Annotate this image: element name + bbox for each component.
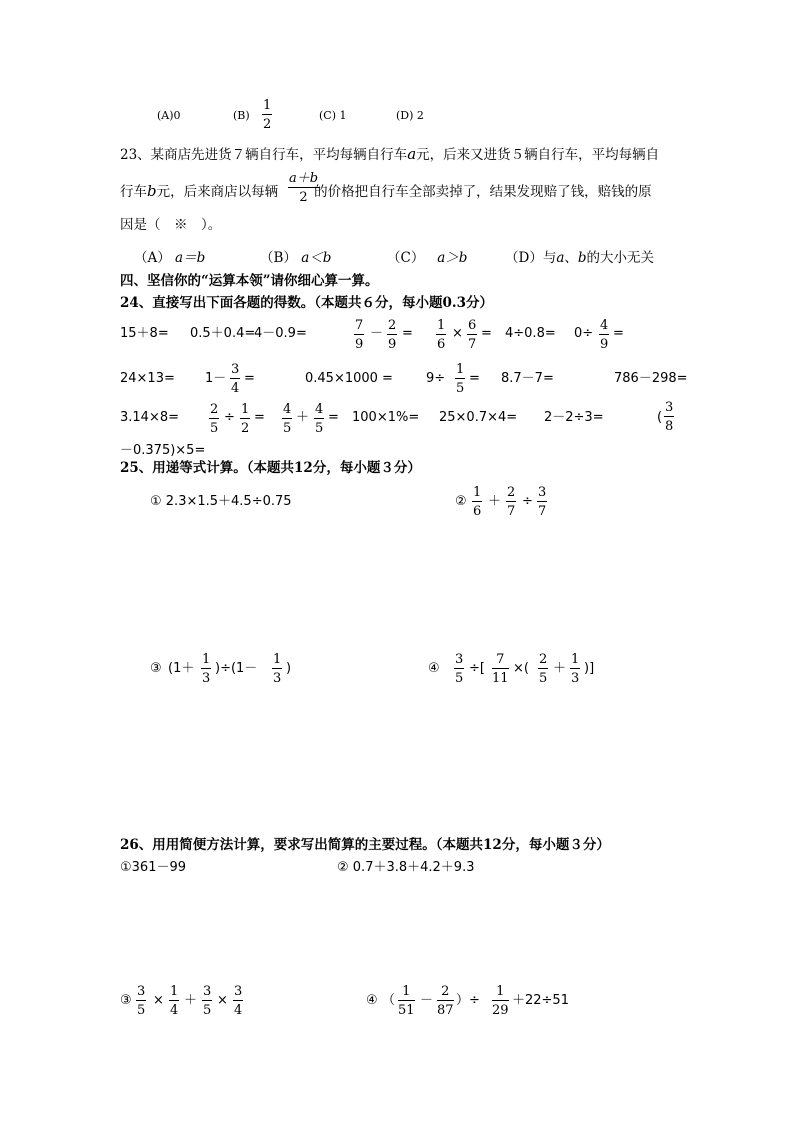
q23-option-d: （D）与a、b的大小无关 — [505, 250, 655, 266]
q25-p3-a: (1＋ — [168, 661, 195, 676]
q24-r1-e4-frac2: $\frac{2}{9}$ — [388, 318, 397, 352]
q24-r2-e4-eq: = — [469, 371, 480, 386]
q24-r1-e5-op: × — [452, 326, 463, 341]
q23-line3: 因是（ ※ ）。 — [120, 217, 222, 233]
q25-p2-frac3: $\frac{3}{7}$ — [538, 485, 547, 519]
q24-r1-e5-eq: = — [481, 326, 492, 341]
q24-r1-e1: 15＋8= — [120, 326, 169, 341]
q26-problem-4-label: ④ — [366, 993, 378, 1008]
q25-problem-3-label: ③ — [150, 661, 162, 676]
q24-r3-e2-eq: = — [254, 410, 265, 425]
q26-p3-frac1: $\frac{3}{5}$ — [137, 984, 146, 1018]
q23-option-b: （B） a＜b — [260, 250, 332, 266]
var-b: b — [147, 182, 157, 200]
q25-p2-op1: ＋ — [488, 494, 502, 509]
q24-r2-e3: 0.45×1000 = — [305, 371, 393, 386]
q24-r3-e2-op: ÷ — [224, 410, 235, 425]
q22-option-b-label: (B) — [233, 109, 250, 122]
q25-problem-1: ① 2.3×1.5＋4.5÷0.75 — [150, 494, 292, 509]
q24-r2-e5: 8.7－7= — [501, 371, 554, 386]
q26-p3-op1: × — [153, 993, 164, 1008]
var-a: a — [407, 145, 417, 163]
q24-r2-e4: 9÷ — [426, 371, 446, 386]
q24-r1-e5-frac2: $\frac{6}{7}$ — [468, 318, 477, 352]
section-4-title: 四、坚信你的“运算本领”请你细心算一算。 — [120, 273, 379, 289]
q26-p4-frac1: $\frac{1}{51}$ — [398, 984, 415, 1018]
q25-p4-frac3: $\frac{2}{5}$ — [539, 652, 548, 686]
q26-p4-b: ）÷ — [456, 993, 480, 1008]
q26-problem-3-label: ③ — [120, 993, 132, 1008]
q24-r3-e2-frac1: $\frac{2}{5}$ — [210, 402, 219, 436]
q24-r3-e2-frac2: $\frac{1}{2}$ — [241, 402, 250, 436]
q25-p2-op2: ÷ — [522, 494, 533, 509]
q24-r3-e4: 100×1%= — [352, 410, 420, 425]
q24-r1-e5-frac1: $\frac{1}{6}$ — [437, 318, 446, 352]
q24-r2-e2: 1－ — [205, 371, 227, 386]
q25-problem-2-label: ② — [455, 494, 467, 509]
q25-problem-4-label: ④ — [428, 661, 440, 676]
q22-option-d: (D) 2 — [396, 109, 424, 122]
q26-p4-op1: － — [420, 993, 434, 1008]
q24-r1-e7: 0÷ — [574, 326, 594, 341]
q24-r1-e4-eq: = — [402, 326, 413, 341]
q24-r3-e6: 2－2÷3= — [544, 410, 604, 425]
q26-p4-a: （ — [382, 993, 396, 1008]
q26-problem-2: ② 0.7＋3.8＋4.2＋9.3 — [337, 860, 475, 875]
q24-r1-e2: 0.5＋0.4= — [190, 326, 256, 341]
q23-line2: 行车b元，后来商店以每辆 的价格把自行车全部卖掉了，结果发现赔了钱，赔钱的原 — [120, 182, 652, 200]
q25-p3-frac2: $\frac{1}{3}$ — [273, 652, 282, 686]
q24-r3-e3-op: ＋ — [296, 410, 310, 425]
q24-r3-e7: ( — [657, 410, 663, 425]
q24-r3-e1: 3.14×8= — [120, 410, 180, 425]
q24-r3-e3-frac1: $\frac{4}{5}$ — [283, 402, 292, 436]
q25-p3-frac1: $\frac{1}{3}$ — [202, 652, 211, 686]
q24-r1-e7-frac: $\frac{4}{9}$ — [600, 318, 609, 352]
q25-p4-b: ×( — [513, 661, 529, 676]
q25-p4-c: ＋ — [553, 661, 567, 676]
q25-p4-frac4: $\frac{1}{3}$ — [571, 652, 580, 686]
q24-r3-e5: 25×0.7×4= — [439, 410, 518, 425]
q25-p4-frac2: $\frac{7}{11}$ — [492, 652, 509, 686]
q23-option-a: （A） a＝b — [134, 250, 206, 266]
q26-p3-op2: ＋ — [184, 993, 198, 1008]
q26-p4-frac3: $\frac{1}{29}$ — [492, 984, 509, 1018]
q25-p3-c: ) — [286, 661, 292, 676]
q26-p4-c: ＋22÷51 — [512, 993, 569, 1008]
q24-r2-e2-eq: = — [244, 371, 255, 386]
q25-p4-frac1: $\frac{3}{5}$ — [455, 652, 464, 686]
q24-title: 24、直接写出下面各题的得数。（本题共６分，每小题0.3分） — [120, 295, 494, 311]
q25-p2-frac2: $\frac{2}{7}$ — [507, 485, 516, 519]
q23-fraction: $\frac{a+b}{2}$ — [289, 171, 319, 205]
q26-p3-frac2: $\frac{1}{4}$ — [170, 984, 179, 1018]
q25-p3-b: )÷(1－ — [215, 661, 258, 676]
q24-r1-e7-eq: = — [613, 326, 624, 341]
q24-r1-e3: 4－0.9= — [254, 326, 307, 341]
q24-r1-e4-frac1: $\frac{7}{9}$ — [355, 318, 364, 352]
q24-r3-e3-frac2: $\frac{4}{5}$ — [315, 402, 324, 436]
q23-option-c: （C） a＞b — [387, 250, 468, 266]
q25-p2-frac1: $\frac{1}{6}$ — [473, 485, 482, 519]
q25-p4-e: )] — [584, 661, 595, 676]
q24-r3-e7-frac: $\frac{3}{8}$ — [665, 400, 674, 434]
q24-r2-e4-frac: $\frac{1}{5}$ — [456, 362, 465, 396]
q24-r2-e6: 786－298= — [614, 371, 688, 386]
q24-r3-e3-eq: = — [328, 410, 339, 425]
q24-r2-e2-frac: $\frac{3}{4}$ — [231, 362, 240, 396]
q26-p3-frac4: $\frac{3}{4}$ — [234, 984, 243, 1018]
q22-option-a: (A)0 — [157, 109, 181, 122]
q22-option-b-fraction: $\frac{1}{2}$ — [263, 98, 272, 132]
q23-line1: 23、某商店先进货７辆自行车，平均每辆自行车a元，后来又进货５辆自行车，平均每辆自 — [120, 145, 660, 163]
q26-p3-op3: × — [217, 993, 228, 1008]
q22-option-c: (C) 1 — [319, 109, 347, 122]
q25-p4-a: ÷[ — [469, 661, 485, 676]
q25-title: 25、用递等式计算。（本题共12分，每小题３分） — [120, 460, 421, 476]
q26-title: 26、用用简便方法计算，要求写出简算的主要过程。（本题共12分，每小题３分） — [120, 837, 610, 853]
q26-p4-frac2: $\frac{2}{87}$ — [437, 984, 454, 1018]
q24-r2-e1: 24×13= — [120, 371, 175, 386]
q24-r1-e4-op: － — [370, 326, 384, 341]
q24-r4-e1: －0.375)×5= — [120, 443, 206, 458]
q26-problem-1: ①361－99 — [120, 860, 187, 875]
q26-p3-frac3: $\frac{3}{5}$ — [203, 984, 212, 1018]
q24-r1-e6: 4÷0.8= — [505, 326, 556, 341]
